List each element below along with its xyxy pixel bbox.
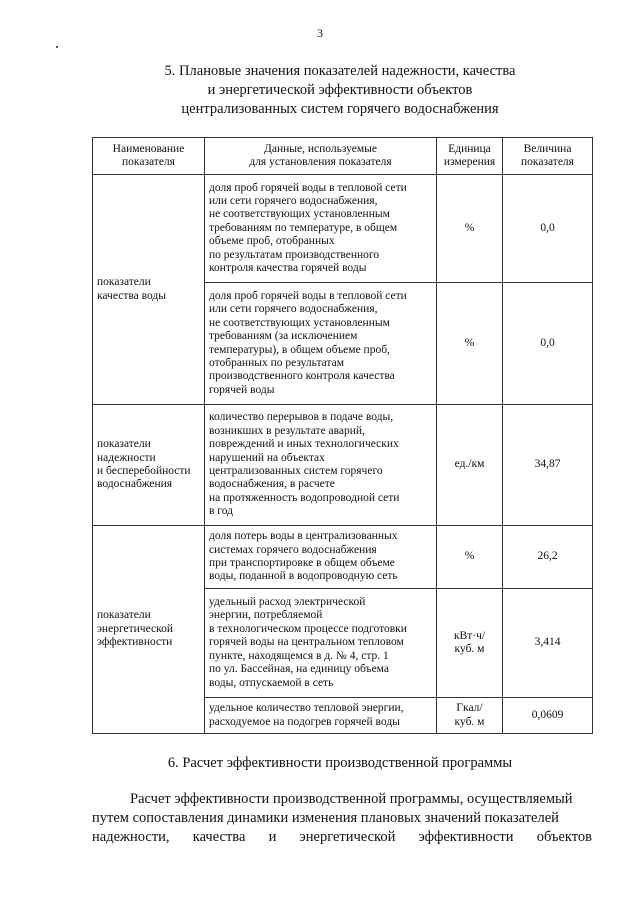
table-row	[93, 405, 593, 526]
table-header-row	[93, 138, 593, 175]
group-reliability-name: показатели надежности и бесперебойности водоснабжения	[93, 405, 205, 526]
header-value: Величина показателя	[503, 138, 593, 175]
paragraph-word: надежности,	[92, 829, 170, 845]
row-unit: кВт·ч/ куб. м	[437, 589, 503, 698]
paragraph-justified-line	[92, 828, 592, 847]
row-value: 0,0	[503, 175, 593, 283]
section-5-heading-line: 5. Плановые значения показателей надежности, качества	[164, 63, 516, 79]
paragraph-word: и	[268, 829, 277, 845]
section-6-heading: 6. Расчет эффективности производственной программы	[167, 755, 513, 771]
row-unit: %	[437, 175, 503, 283]
row-unit: %	[437, 283, 503, 405]
row-data-text: удельное количество тепловой энергии, расходуемое на подогрев горячей воды	[205, 698, 437, 734]
section-6-paragraph	[92, 790, 592, 847]
paragraph-line: Расчет эффективности производственной программы, осуществляемый	[130, 791, 573, 807]
paragraph-line: путем сопоставления динамики изменения плановых значений показателей	[92, 810, 559, 826]
paragraph-word: эффективности	[418, 829, 514, 845]
paragraph-word: энергетической	[299, 829, 396, 845]
section-5-heading-line: централизованных систем горячего водоснабжения	[181, 101, 499, 117]
row-unit: ед./км	[437, 405, 503, 526]
paragraph-word: качества	[192, 829, 246, 845]
section-5-heading	[60, 62, 620, 119]
row-data-text: доля проб горячей воды в тепловой сети или сети горячего водоснабжения, не соответствующих установленным требованиям (за исключением температуры), в общем объеме проб, отобранных по результатам производственного контроля качества горячей воды	[205, 283, 437, 405]
group-energy-name: показатели энергетической эффективности	[93, 526, 205, 734]
header-unit: Единица измерения	[437, 138, 503, 175]
table-row	[93, 526, 593, 589]
scan-speck	[56, 46, 58, 48]
row-data-text: доля потерь воды в централизованных системах горячего водоснабжения при транспортировке в общем объеме воды, поданной в водопроводную сеть	[205, 526, 437, 589]
row-data-text: доля проб горячей воды в тепловой сети или сети горячего водоснабжения, не соответствующих установленным требованиям по температуре, в общем объеме проб, отобранных по результатам производственного контроля качества горячей воды	[205, 175, 437, 283]
table-row	[93, 175, 593, 283]
row-value: 34,87	[503, 405, 593, 526]
row-unit: %	[437, 526, 503, 589]
indicators-table	[92, 137, 593, 734]
page-number: 3	[317, 26, 323, 40]
row-value: 26,2	[503, 526, 593, 589]
row-data-text: удельный расход электрической энергии, потребляемой в технологическом процессе подготовки горячей воды на центральном тепловом пункте, находящемся в д. № 4, стр. 1 по ул. Бассейная, на единицу объема воды, отпускаемой в сеть	[205, 589, 437, 698]
row-unit: Гкал/ куб. м	[437, 698, 503, 734]
header-indicator-name: Наименование показателя	[93, 138, 205, 175]
group-quality-name: показатели качества воды	[93, 175, 205, 405]
header-data-used: Данные, используемые для установления показателя	[205, 138, 437, 175]
row-data-text: количество перерывов в подаче воды, возникших в результате аварий, повреждений и иных технологических нарушений на объектах централизованных систем горячего водоснабжения, в расчете на протяженность водопроводной сети в год	[205, 405, 437, 526]
row-value: 0,0	[503, 283, 593, 405]
row-value: 3,414	[503, 589, 593, 698]
row-value: 0,0609	[503, 698, 593, 734]
paragraph-word: объектов	[536, 829, 592, 845]
section-5-heading-line: и энергетической эффективности объектов	[207, 82, 473, 98]
